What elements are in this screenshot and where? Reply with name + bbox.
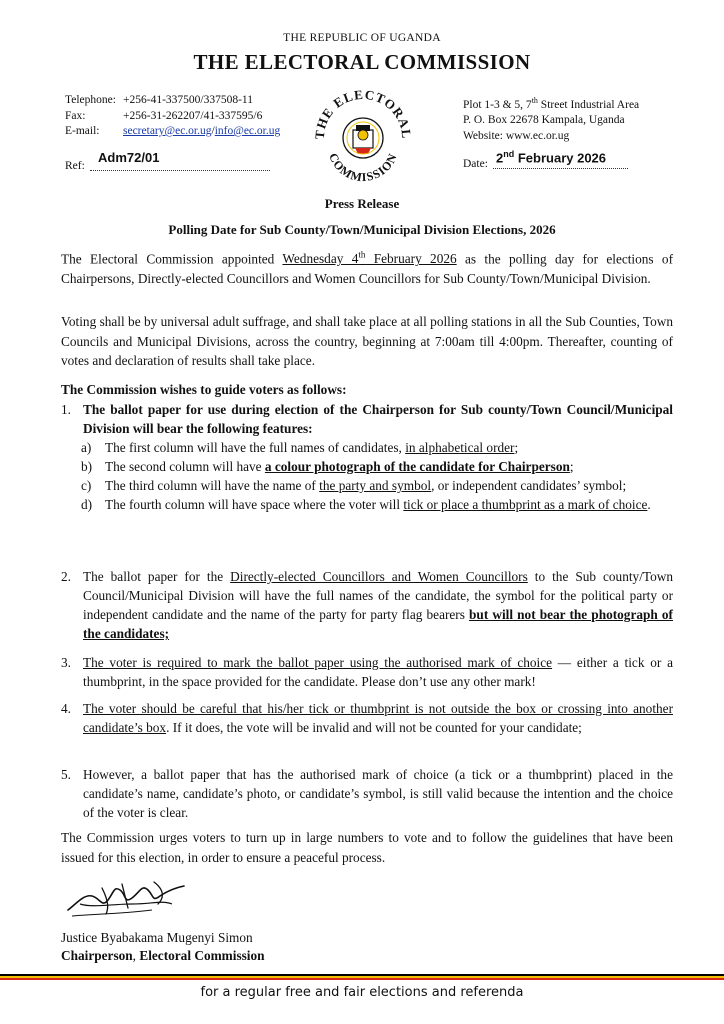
seal-bottom-text: COMMISSION (326, 150, 400, 184)
fax-label: Fax: (65, 109, 86, 122)
stripe-red (0, 978, 724, 980)
press-release-subtitle: Polling Date for Sub County/Town/Municipal Division Elections, 2026 (168, 222, 556, 237)
paragraph-voting: Voting shall be by universal adult suffrage, and shall take place at all polling stations in all the Sub Counties, Town Councils and Municipal Divisions, across the country, beginning at 7:00am till 4:00pm. Thereafter, counting of votes and declaration of results shall take place. (61, 314, 673, 368)
signature-icon (62, 874, 192, 922)
guideline-item-4: 4. The voter should be careful that his/her tick or thumbprint is not outside the box or crossing into another candidate’s box. If it does, the vote will be invalid and will not be counted for your candidate; (61, 701, 673, 735)
telephone-value: +256-41-337500/337508-11 (123, 94, 253, 106)
email-link-secretary[interactable]: secretary@ec.or.ug (123, 125, 212, 137)
contact-left (65, 93, 280, 140)
sub-item-a: a) The first column will have the full names of candidates, in alphabetical order; (81, 440, 519, 455)
date-value: 2nd February 2026 (496, 149, 607, 166)
ref-value: Adm72/01 (98, 150, 160, 165)
website-line: Website: www.ec.or.ug (463, 129, 570, 142)
sub-item-b: b) The second column will have a colour photograph of the candidate for Chairperson; (81, 459, 574, 474)
address-line: Plot 1-3 & 5, 7th Street Industrial Area (463, 96, 640, 111)
press-release-title: Press Release (324, 196, 400, 211)
guideline-item-1: 1. The ballot paper for use during election of the Chairperson for Sub county/Town Council/Municipal Division will bear the following features: a) The first column will have the full names of candidates, in alphabetical order; b) The second column will have a colour photograph of the candidate for Chairperson; c) The third column will have the name of the party and symbol, or independent candidates’ symbol; d) The fourth column will have space where the voter will tick or place a thumbprint as a mark of choice. (61, 402, 673, 512)
electoral-commission-seal-icon (310, 84, 415, 184)
guideline-item-5: 5. However, a ballot paper that has the authorised mark of choice (a tick or a thumbprint) placed in the candidate’s name, candidate’s photo, or candidate’s symbol, is still valid because the intention and the choice of the voter is clear. (61, 767, 673, 820)
seal-top-text: THE ELECTORAL (311, 86, 415, 140)
flag-stripes (0, 974, 724, 980)
telephone-label: Telephone: (65, 94, 116, 106)
republic-heading: THE REPUBLIC OF UGANDA (283, 32, 441, 44)
contact-right (463, 93, 639, 144)
organisation-title: THE ELECTORAL COMMISSION (193, 50, 531, 74)
signatory-organisation: Electoral Commission (139, 947, 265, 963)
paragraph-polling-day: The Electoral Commission appointed Wednesday 4th February 2026 as the polling day for elections of Chairpersons, Directly-elected Councillors and Women Councillors for Sub County/Town/Municipal Division. (61, 250, 674, 286)
ref-label: Ref: (65, 160, 85, 172)
signatory-block: Justice Byabakama Mugenyi Simon Chairperson, Electoral Commission (61, 930, 265, 963)
signatory-name: Justice Byabakama Mugenyi Simon (61, 930, 253, 945)
email-separator: / (211, 125, 215, 137)
sub-item-c: c) The third column will have the name of the party and symbol, or independent candidates’ symbol; (81, 478, 627, 493)
guideline-item-3: 3. The voter is required to mark the ballot paper using the authorised mark of choice — either a tick or a thumbprint, in the space provided for the candidate. Please don’t use any other mark! (61, 655, 673, 689)
footer-motto: for a regular free and fair elections and referenda (200, 985, 524, 1000)
date-label: Date: (463, 158, 488, 170)
guideline-item-2: 2. The ballot paper for the Directly-elected Councillors and Women Councillors to the Sub county/Town Council/Municipal Division will have the full names of the candidate, the symbol for the political party or independent candidate and the name of the party for party flag bearers but will not bear the photograph of the candidates; (61, 569, 673, 641)
po-box-line: P. O. Box 22678 Kampala, Uganda (463, 114, 625, 127)
email-label: E-mail: (65, 125, 100, 137)
closing-paragraph: The Commission urges voters to turn up in large numbers to vote and to follow the guidelines that have been issued for this election, in order to ensure a peaceful process. (61, 830, 673, 865)
sub-item-d: d) The fourth column will have space where the voter will tick or place a thumbprint as a mark of choice. (81, 497, 651, 512)
fax-value: +256-31-262207/41-337595/6 (123, 109, 263, 122)
email-link-info[interactable]: info@ec.or.ug (214, 125, 281, 137)
guide-heading: The Commission wishes to guide voters as follows: (61, 382, 347, 397)
signatory-title: Chairperson (61, 947, 133, 963)
